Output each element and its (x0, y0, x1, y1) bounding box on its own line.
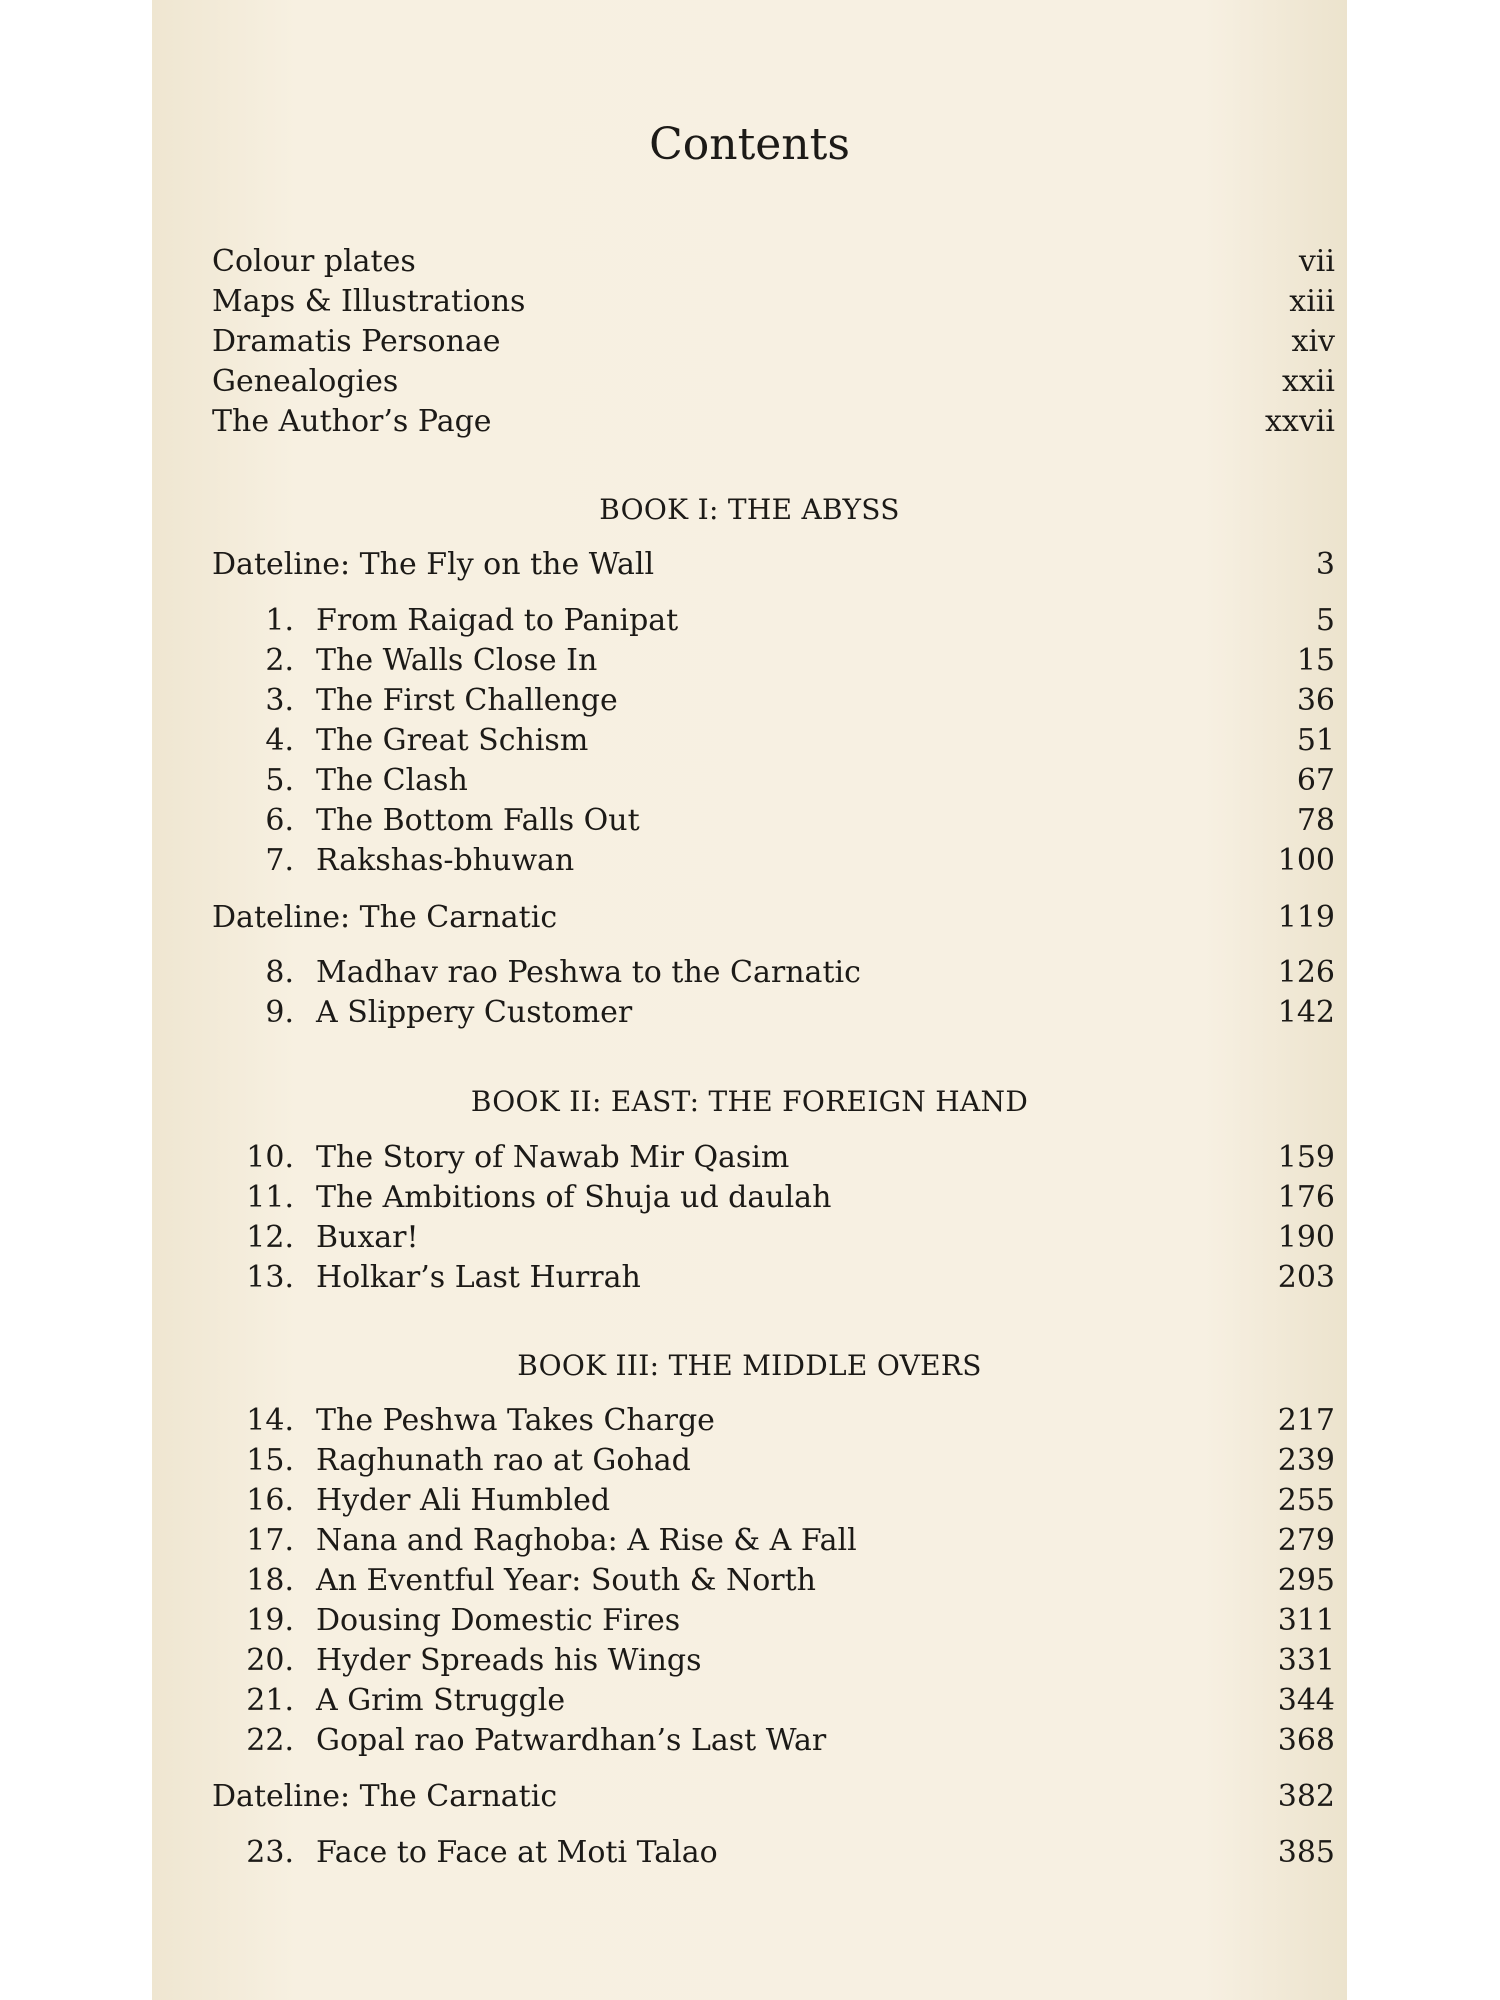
toc-entry-page: 78 (1296, 803, 1335, 838)
chapter-title: Face to Face at Moti Talao (316, 1835, 718, 1870)
chapter-number: 18. (246, 1563, 294, 1598)
toc-entry-page: 295 (1277, 1563, 1335, 1598)
toc-entry-label: Dateline: The Fly on the Wall (212, 547, 655, 582)
chapter-title: The Ambitions of Shuja ud daulah (316, 1180, 832, 1215)
toc-entry-page: vii (1298, 244, 1335, 279)
chapter-number: 14. (246, 1403, 294, 1438)
chapter-title: Buxar! (316, 1220, 419, 1255)
chapter-title: The Peshwa Takes Charge (316, 1403, 715, 1438)
toc-entry-label: Dateline: The Carnatic (212, 900, 558, 935)
chapter-number: 9. (265, 995, 294, 1030)
toc-entry-page: 36 (1296, 683, 1335, 718)
chapter-title: Dousing Domestic Fires (316, 1603, 681, 1638)
chapter-number: 5. (265, 763, 294, 798)
chapter-title: An Eventful Year: South & North (316, 1563, 816, 1598)
toc-entry-page: xiv (1291, 324, 1335, 359)
chapter-title: From Raigad to Panipat (316, 603, 679, 638)
chapter-number: 21. (246, 1683, 294, 1718)
chapter-title: The Clash (316, 763, 468, 798)
toc-entry-page: 15 (1296, 643, 1335, 678)
chapter-number: 8. (265, 955, 294, 990)
toc-entry-page: 51 (1296, 723, 1335, 758)
chapter-number: 6. (265, 803, 294, 838)
chapter-title: The Bottom Falls Out (316, 803, 640, 838)
toc-entry-page: 5 (1315, 603, 1335, 638)
chapter-title: Rakshas-bhuwan (316, 843, 575, 878)
toc-entry-label: Dateline: The Carnatic (212, 1779, 558, 1814)
chapter-number: 7. (265, 843, 294, 878)
chapter-number: 20. (246, 1643, 294, 1678)
chapter-number: 15. (246, 1443, 294, 1478)
toc-entry-page: 279 (1277, 1523, 1335, 1558)
chapter-number: 17. (246, 1523, 294, 1558)
chapter-number: 3. (265, 683, 294, 718)
toc-entry-page: 382 (1277, 1779, 1335, 1814)
book-2-heading: BOOK II: EAST: THE FOREIGN HAND (470, 1085, 1029, 1118)
toc-entry-page: 255 (1277, 1483, 1335, 1518)
toc-entry-page: 203 (1277, 1260, 1335, 1295)
chapter-title: The Walls Close In (316, 643, 598, 678)
toc-entry-page: 119 (1277, 900, 1335, 935)
chapter-title: Hyder Ali Humbled (316, 1483, 611, 1518)
toc-entry-page: 3 (1315, 547, 1335, 582)
toc-entry-page: 190 (1277, 1220, 1335, 1255)
toc-entry-page: xxvii (1265, 404, 1335, 439)
toc-entry-page: 67 (1296, 763, 1335, 798)
toc-entry-page: 217 (1277, 1403, 1335, 1438)
toc-entry-label: Genealogies (212, 364, 399, 399)
toc-entry-page: xiii (1289, 284, 1335, 319)
chapter-number: 10. (246, 1140, 294, 1175)
chapter-title: Nana and Raghoba: A Rise & A Fall (316, 1523, 857, 1558)
book-3-heading: BOOK III: THE MIDDLE OVERS (517, 1349, 982, 1382)
toc-entry-label: Maps & Illustrations (212, 284, 526, 319)
chapter-title: A Slippery Customer (316, 995, 633, 1030)
chapter-title: Raghunath rao at Gohad (316, 1443, 691, 1478)
toc-entry-page: xxii (1281, 364, 1335, 399)
toc-entry-page: 311 (1277, 1603, 1335, 1638)
chapter-title: The Story of Nawab Mir Qasim (316, 1140, 790, 1175)
toc-entry-page: 385 (1277, 1835, 1335, 1870)
toc-entry-label: Colour plates (212, 244, 416, 279)
toc-entry-page: 176 (1277, 1180, 1335, 1215)
chapter-title: Madhav rao Peshwa to the Carnatic (316, 955, 861, 990)
toc-entry-page: 368 (1277, 1723, 1335, 1758)
chapter-title: Hyder Spreads his Wings (316, 1643, 702, 1678)
chapter-number: 13. (246, 1260, 294, 1295)
toc-entry-label: Dramatis Personae (212, 324, 501, 359)
chapter-number: 12. (246, 1220, 294, 1255)
chapter-number: 19. (246, 1603, 294, 1638)
toc-entry-page: 159 (1277, 1140, 1335, 1175)
chapter-title: Holkar’s Last Hurrah (316, 1260, 641, 1295)
chapter-title: The First Challenge (316, 683, 618, 718)
chapter-title: A Grim Struggle (316, 1683, 566, 1718)
chapter-number: 1. (265, 603, 294, 638)
book-1-heading: BOOK I: THE ABYSS (599, 493, 900, 526)
toc-entry-page: 142 (1277, 995, 1335, 1030)
toc-entry-page: 100 (1277, 843, 1335, 878)
chapter-number: 11. (246, 1180, 294, 1215)
page-title: Contents (649, 119, 850, 170)
book-page (152, 0, 1347, 2000)
toc-entry-label: The Author’s Page (212, 404, 492, 439)
chapter-number: 4. (265, 723, 294, 758)
chapter-number: 22. (246, 1723, 294, 1758)
chapter-title: Gopal rao Patwardhan’s Last War (316, 1723, 827, 1758)
chapter-number: 2. (265, 643, 294, 678)
toc-entry-page: 331 (1277, 1643, 1335, 1678)
toc-entry-page: 344 (1277, 1683, 1335, 1718)
chapter-title: The Great Schism (316, 723, 589, 758)
toc-entry-page: 239 (1277, 1443, 1335, 1478)
toc-entry-page: 126 (1277, 955, 1335, 990)
chapter-number: 23. (246, 1835, 294, 1870)
chapter-number: 16. (246, 1483, 294, 1518)
